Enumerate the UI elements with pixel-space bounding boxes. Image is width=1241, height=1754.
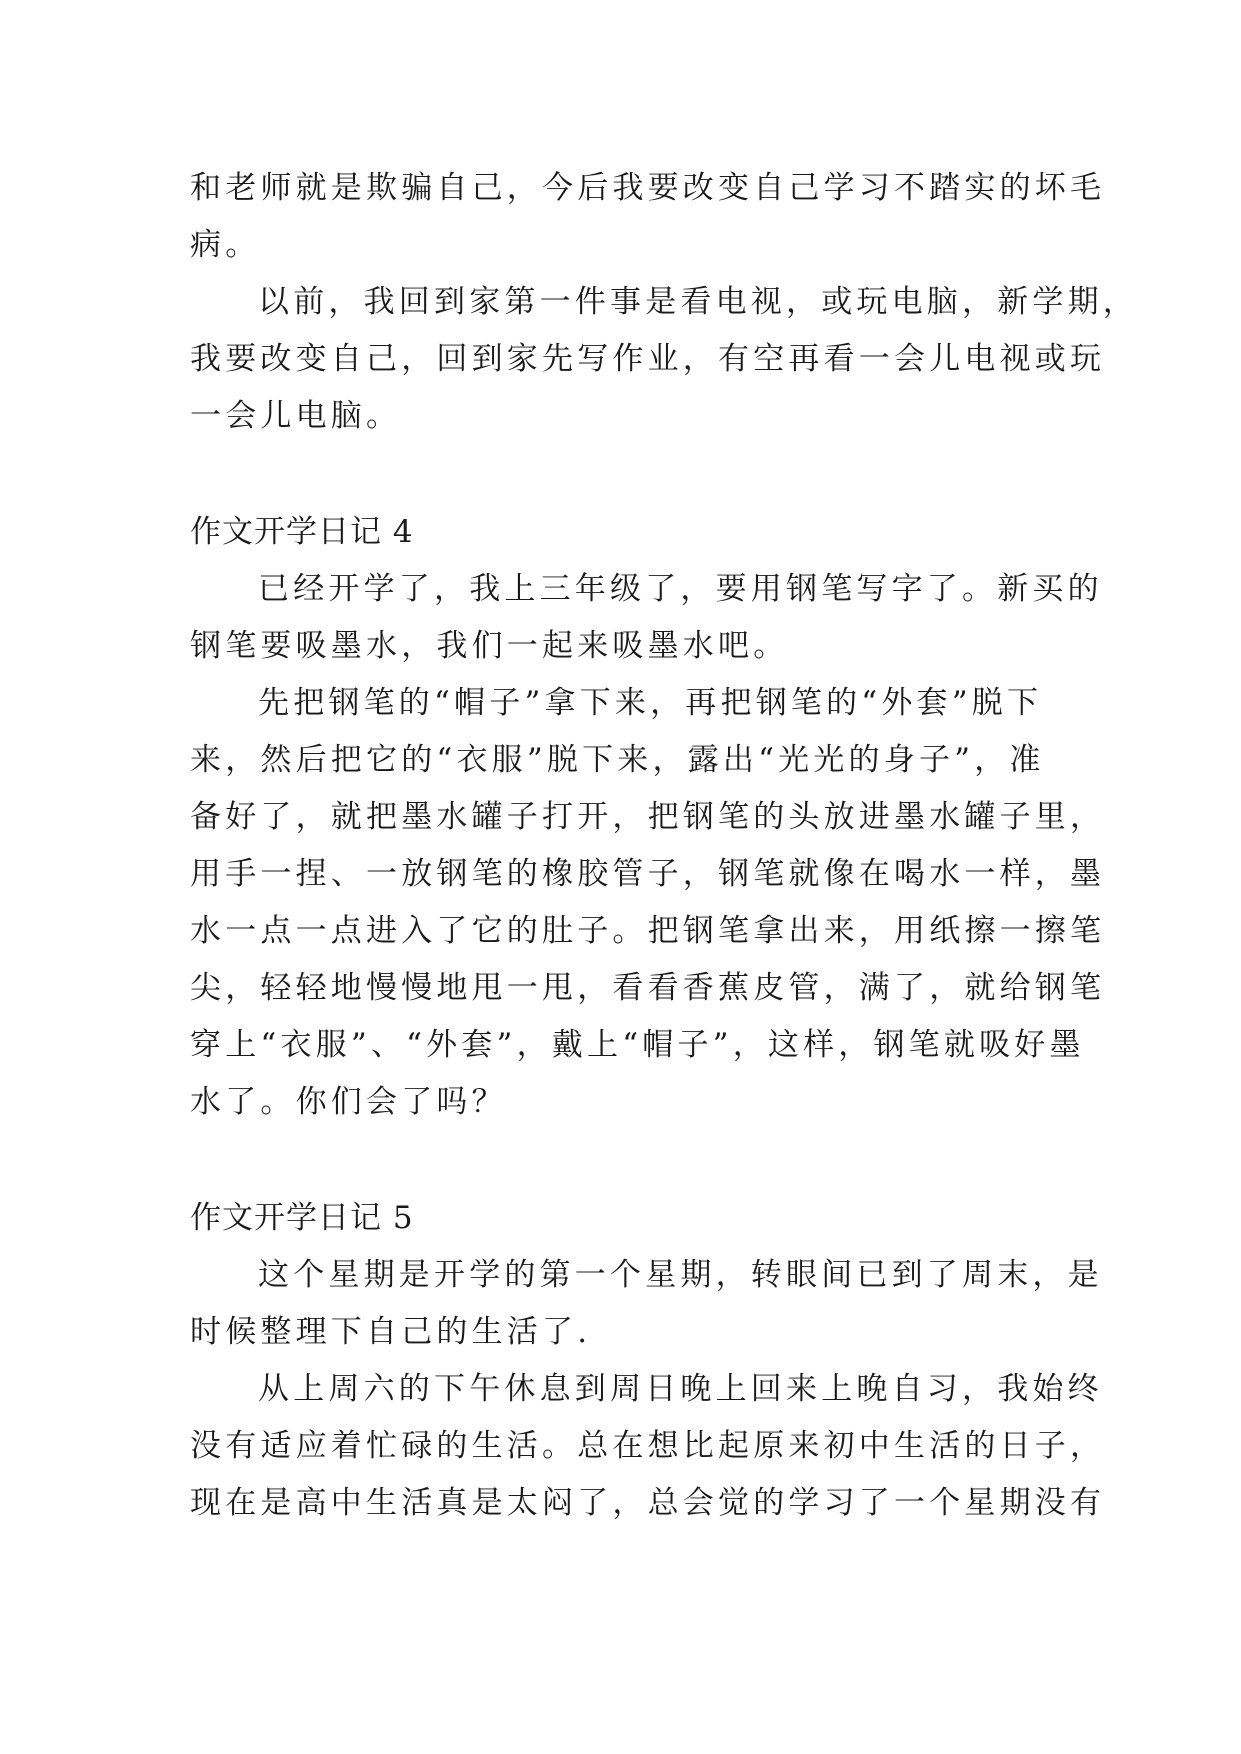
text-line: 现在是高中生活真是太闷了，总会觉的学习了一个星期没有 — [190, 1485, 1106, 1521]
text-line: 水了。你们会了吗？ — [190, 1084, 507, 1120]
document-page — [190, 160, 1138, 1532]
text-line: 病。 — [190, 227, 261, 263]
text-line: 从上周六的下午休息到周日晚上回来上晚自习，我始终 — [258, 1371, 1103, 1407]
text-line: 水一点一点进入了它的肚子。把钢笔拿出来，用纸擦一擦笔 — [190, 913, 1106, 949]
paragraph — [190, 675, 1106, 1131]
text-line: 钢笔要吸墨水，我们一起来吸墨水吧。 — [190, 628, 789, 664]
text-line: 来，然后把它的“衣服”脱下来，露出“光光的身子”，准 — [190, 742, 1045, 778]
text-line: 备好了，就把墨水罐子打开，把钢笔的头放进墨水罐子里， — [190, 799, 1106, 835]
paragraph — [190, 274, 1138, 445]
text-line: 已经开学了，我上三年级了，要用钢笔写字了。新买的 — [258, 571, 1103, 607]
text-line: 先把钢笔的“帽子”拿下来，再把钢笔的“外套”脱下 — [258, 685, 1043, 721]
section-heading: 作文开学日记 4 — [190, 514, 414, 550]
text-line: 穿上“衣服”、“外套”，戴上“帽子”，这样，钢笔就吸好墨 — [190, 1027, 1085, 1063]
text-line: 用手一捏、一放钢笔的橡胶管子，钢笔就像在喝水一样，墨 — [190, 856, 1106, 892]
text-line: 没有适应着忙碌的生活。总在想比起原来初中生活的日子， — [190, 1428, 1106, 1464]
text-line: 时候整理下自己的生活了. — [190, 1314, 592, 1350]
paragraph — [190, 1247, 1103, 1361]
text-line: 和老师就是欺骗自己，今后我要改变自己学习不踏实的坏毛 — [190, 170, 1106, 206]
text-line: 我要改变自己，回到家先写作业，有空再看一会儿电视或玩 — [190, 341, 1106, 377]
paragraph — [190, 1361, 1106, 1532]
text-line: 这个星期是开学的第一个星期，转眼间已到了周末，是 — [258, 1257, 1103, 1293]
section-heading: 作文开学日记 5 — [190, 1200, 414, 1236]
text-line: 尖，轻轻地慢慢地甩一甩，看看香蕉皮管，满了，就给钢笔 — [190, 970, 1106, 1006]
paragraph — [190, 160, 1106, 274]
text-line: 以前，我回到家第一件事是看电视，或玩电脑，新学期， — [258, 284, 1138, 320]
text-line: 一会儿电脑。 — [190, 398, 402, 434]
paragraph — [190, 561, 1103, 675]
